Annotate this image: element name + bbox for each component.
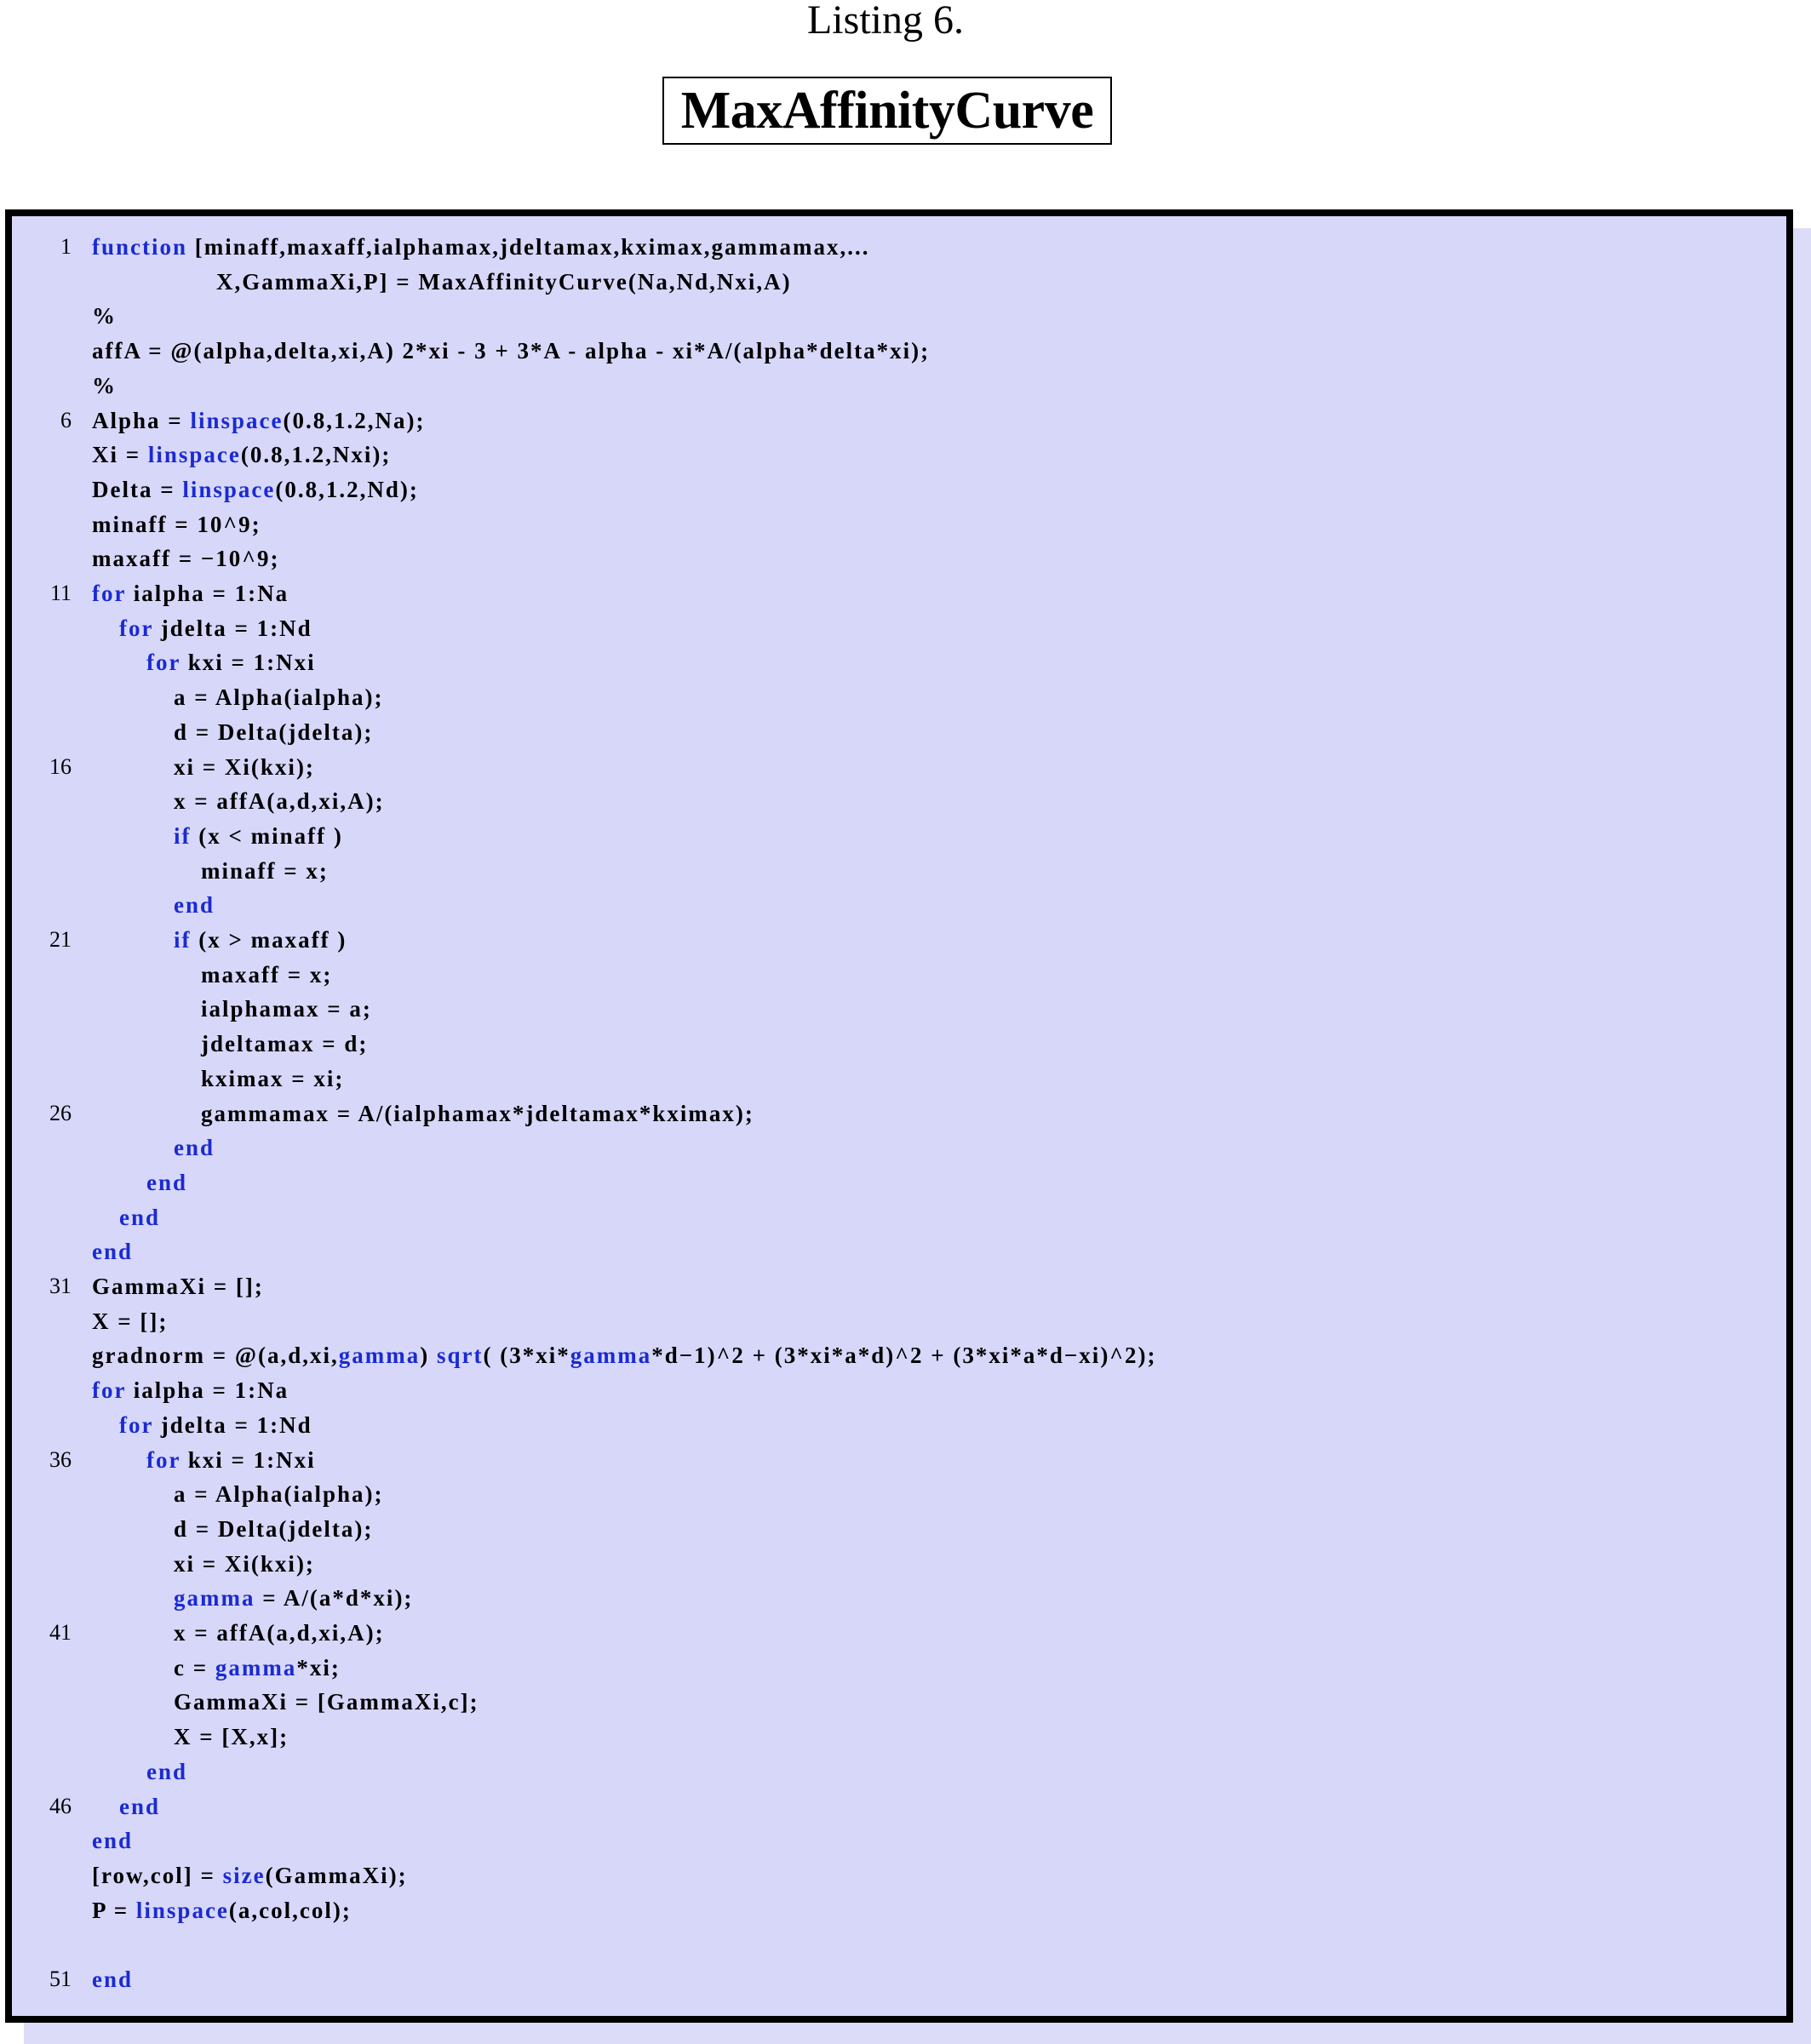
code-text: x = affA(a,d,xi,A); — [174, 1620, 385, 1646]
code-text: if (x > maxaff ) — [174, 927, 347, 953]
code-text: affA = @(alpha,delta,xi,A) 2*xi - 3 + 3*A - alpha - xi*A/(alpha*delta*xi); — [92, 338, 931, 364]
code-text: x = affA(a,d,xi,A); — [174, 788, 385, 815]
code-text: for ialpha = 1:Na — [92, 1377, 289, 1404]
code-text: maxaff = −10^9; — [92, 546, 280, 572]
code-text: maxaff = x; — [201, 961, 333, 988]
code-text: jdeltamax = d; — [201, 1031, 369, 1057]
code-text: Xi = linspace(0.8,1.2,Nxi); — [92, 442, 392, 468]
listing-caption: Listing 6. — [806, 0, 964, 43]
code-text: c = gamma*xi; — [174, 1654, 341, 1680]
code-text: for jdelta = 1:Nd — [119, 615, 312, 641]
code-text: end — [146, 1758, 188, 1784]
code-text: end — [146, 1169, 188, 1195]
code-text: % — [92, 303, 117, 329]
line-number: 11 — [49, 581, 72, 605]
code-text: % — [92, 372, 117, 398]
code-text: d = Delta(jdelta); — [174, 719, 374, 745]
code-text: gamma = A/(a*d*xi); — [174, 1585, 414, 1612]
code-text: for ialpha = 1:Na — [92, 581, 289, 606]
code-text: GammaXi = []; — [92, 1274, 264, 1299]
code-text: d = Delta(jdelta); — [174, 1515, 374, 1542]
code-text: for kxi = 1:Nxi — [146, 650, 316, 676]
line-number: 31 — [49, 1274, 72, 1298]
code-text: xi = Xi(kxi); — [174, 753, 315, 780]
line-number: 51 — [49, 1967, 72, 1991]
code-block — [5, 209, 1793, 2023]
line-number: 41 — [49, 1620, 72, 1645]
code-text: if (x < minaff ) — [174, 822, 343, 849]
code-text: end — [92, 1828, 134, 1854]
code-text: end — [174, 1135, 215, 1161]
line-number: 6 — [60, 407, 72, 432]
code-text: a = Alpha(ialpha); — [174, 684, 384, 711]
code-text: gradnorm = @(a,d,xi,gamma) sqrt( (3*xi*gamma*d−1)^2 + (3*xi*a*d)^2 + (3*xi*a*d−xi)^2); — [92, 1343, 1157, 1369]
code-text: xi = Xi(kxi); — [174, 1550, 315, 1577]
code-text: GammaXi = [GammaXi,c]; — [174, 1689, 479, 1715]
code-text: end — [92, 1967, 134, 1992]
code-text: ialphamax = a; — [201, 996, 372, 1022]
code-text: [row,col] = size(GammaXi); — [92, 1862, 408, 1888]
code-text: end — [174, 892, 215, 919]
code-text: minaff = x; — [201, 857, 329, 884]
code-text: end — [119, 1204, 161, 1230]
code-text: for kxi = 1:Nxi — [146, 1446, 316, 1473]
code-text: P = linspace(a,col,col); — [92, 1897, 352, 1923]
code-text: end — [119, 1793, 161, 1819]
code-text: for jdelta = 1:Nd — [119, 1411, 312, 1438]
code-text: kximax = xi; — [201, 1065, 345, 1091]
line-number: 36 — [49, 1446, 72, 1472]
code-text: X,GammaXi,P] = MaxAffinityCurve(Na,Nd,Nxi,A) — [216, 268, 792, 295]
line-number: 16 — [49, 753, 72, 779]
line-number: 46 — [49, 1793, 72, 1818]
code-text: X = []; — [92, 1308, 169, 1334]
line-number: 26 — [49, 1100, 72, 1125]
line-number: 1 — [60, 234, 72, 259]
code-text: a = Alpha(ialpha); — [174, 1481, 384, 1508]
code-text: X = [X,x]; — [174, 1724, 289, 1750]
code-text: minaff = 10^9; — [92, 511, 261, 537]
code-text: end — [92, 1239, 134, 1265]
code-text: function [minaff,maxaff,ialphamax,jdeltamax,kximax,gammamax,... — [92, 234, 870, 260]
line-number: 21 — [49, 927, 72, 952]
code-text: Delta = linspace(0.8,1.2,Nd); — [92, 476, 419, 502]
code-text: Alpha = linspace(0.8,1.2,Na); — [92, 407, 426, 433]
code-text: gammamax = A/(ialphamax*jdeltamax*kximax); — [201, 1100, 754, 1126]
listing-title: MaxAffinityCurve — [662, 77, 1112, 145]
